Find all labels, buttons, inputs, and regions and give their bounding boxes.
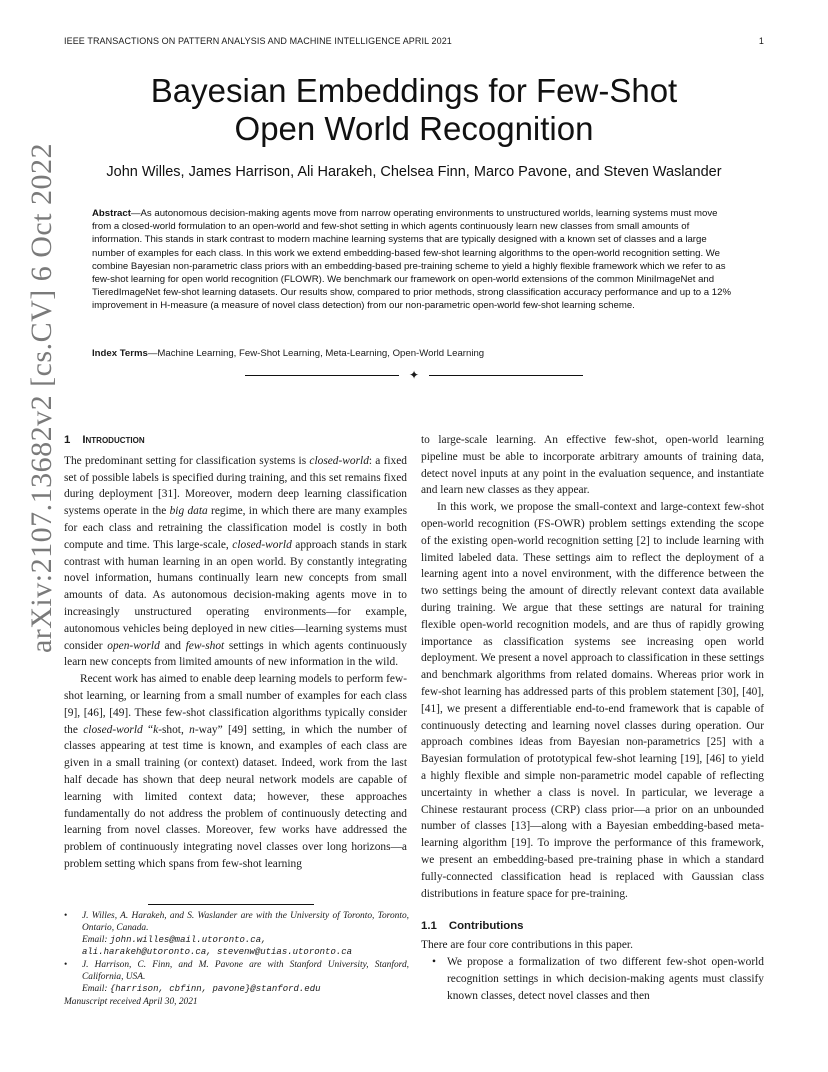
text-run: Recent work has aimed to enable deep learning models to perform few-shot learning, or learning from a small number of examples for each class [9], [46], [49]. These few-shot classification algorithms typically consider the — [64, 673, 407, 736]
contributions-intro: There are four core contributions in this paper. — [421, 939, 633, 952]
journal-name: IEEE TRANSACTIONS ON PATTERN ANALYSIS AND MACHINE INTELLIGENCE APRIL 2021 — [64, 36, 452, 46]
footnote-affiliation-1 — [64, 910, 409, 958]
manuscript-note: Manuscript received April 30, 2021 — [64, 997, 198, 1007]
email-address: ali.harakeh@utoronto.ca, stevenw@utias.utoronto.ca — [82, 947, 353, 957]
intro-paragraph-3: to large-scale learning. An effective few-shot, open-world learning pipeline must be able to incorporate arbitrary amounts of training data, detect novel inputs at any point in the evaluation sequence, and instantiate and learn new classes as they appear. — [421, 434, 764, 497]
email-label: Email: — [82, 984, 110, 994]
bullet-icon: • — [432, 955, 436, 968]
page-number: 1 — [758, 36, 764, 46]
footnote-text: J. Harrison, C. Finn, and M. Pavone are with Stanford University, Stanford, California, USA. — [82, 960, 409, 982]
text-run: settings in which agents continuously learn new concepts from limited amounts of new information in the wild. — [64, 639, 407, 669]
contribution-1: We propose a formalization of two different few-shot open-world recognition settings in which decision-making agents must classify known classes, detect novel classes and then — [447, 955, 764, 1002]
arxiv-stamp: arXiv:2107.13682v2 [cs.CV] 6 Oct 2022 — [25, 142, 58, 654]
paper-title — [0, 72, 828, 148]
emphasis: open-world — [107, 639, 160, 652]
index-terms-label: Index Terms — [92, 348, 148, 359]
subsection-number: 1.1 — [421, 920, 437, 933]
text-run: -way” [49] setting, in which the number of classes appearing at test time is known, and examples of each class are given in a small training (or context) dataset. Indeed, work from the last half decade has shown that deep neural network models are capable of learning with limited context data; however, these approaches fundamentally do not address the problem of continuously detecting and learning from novel classes. Moreover, few works have addressed the problem of continuously integrating novel classes over long horizons—a problem setting which spans from few-shot learning — [64, 723, 408, 870]
email-label: Email: — [82, 935, 110, 945]
list-item — [421, 954, 764, 1004]
text-run: and — [159, 639, 186, 652]
footnote-text: J. Willes, A. Harakeh, and S. Waslander are with the University of Toronto, Toronto, Ontario, Canada. — [82, 911, 409, 933]
math-variable: k — [153, 723, 159, 736]
section-heading — [64, 432, 407, 449]
index-terms — [92, 347, 736, 360]
section-divider — [245, 369, 583, 381]
emphasis: closed-world — [232, 538, 292, 551]
text-run: : a fixed set of possible labels is specified during training, and this set remains fixed during deployment [31]. Moreover, modern deep learning classification systems operate in the — [64, 454, 407, 518]
footnote-rule — [148, 904, 314, 905]
emphasis: closed-world — [83, 723, 143, 736]
divider-diamond-icon: ✦ — [408, 368, 420, 382]
abstract-text: —As autonomous decision-making agents move from narrow operating environments to unstructured worlds, learning systems must move from a closed-world formulation to an open-world and few-shot setting in which agents continuously learn new classes from small amounts of information. This stands in stark contrast to modern machine learning systems that are typically designed with a known set of classes and a large number of examples for each class. In this work we extend embedding-based few-shot learning algorithms to the open-world recognition setting. We combine Bayesian non-parametric class priors with an embedding-based pre-training scheme to yield a highly flexible framework which we refer to as few-shot learning for open world recognition (FLOWR). We benchmark our framework on open-world extensions of the common MiniImageNet and TieredImageNet few-shot learning datasets. Our results show, compared to prior methods, strong classification accuracy performance and up to a 12% improvement in H-measure (a measure of novel class detection) from our non-parametric open-world few-shot learning scheme. — [92, 208, 732, 312]
title-line-1: Bayesian Embeddings for Few-Shot — [150, 72, 678, 109]
footnotes — [64, 910, 409, 996]
text-run: The predominant setting for classification systems is — [64, 454, 310, 467]
section-number: 1 — [64, 434, 71, 446]
left-column — [64, 432, 407, 873]
divider-line-right — [429, 375, 583, 376]
abstract — [92, 207, 736, 313]
bullet-icon: • — [64, 911, 68, 921]
text-run: -shot, — [158, 723, 190, 736]
text-run: approach stands in stark contrast with human learning in an open world. By constantly integrating novel information, humans continually learn new concepts from small amounts of data. As autonomous decision-making agents move in to increasingly unstructured operating environments—for example, autonomous vehicles being deployed in new cities—learning systems must consider — [64, 538, 407, 652]
emphasis: closed-world — [309, 454, 369, 467]
running-header — [64, 36, 764, 46]
math-variable: n — [189, 723, 195, 736]
intro-paragraph-4: In this work, we propose the small-context and large-context few-shot open-world recognition (FS-OWR) problem settings extending the scope of the existing open-world recognition setting [2] to include learning with limited labeled data. These settings aim to reflect the deployment of a learning agent into a novel environment, with the difference between the two settings being the amount of directly relevant context data available during training. We argue that these settings are natural for training flexible open-world recognition models, and are thus of rapidly growing importance as classification systems see increasing open world deployment. We present a novel approach to classification in these settings and benchmark algorithms from related domains. Whereas prior work in few-shot learning has addressed parts of this problem statement [30], [40], [41], we present a differentiable end-to-end framework that is capable of continuously detecting and learning novel classes during operation. Our approach combines ideas from Bayesian non-parametrics [25] with a Bayesian formulation of prototypical few-shot learning [19], [46] to yield a highly flexible and simple non-parametric model capable of reflecting uncertainty in whether a class is novel. In particular, we leverage a Chinese restaurant process (CRP) class prior—a prior on an unbounded number of classes [13]—along with a Bayesian embedding-based meta-learning algorithm [19]. To improve the performance of this framework, we present an embedding-based pre-training phase in which a standard fully-connected classification head is replaced with Gaussian class distributions in feature space for pre-training. — [421, 501, 764, 900]
intro-paragraph-1 — [64, 453, 407, 671]
bullet-icon: • — [64, 960, 68, 970]
subsection-title: Contributions — [448, 920, 524, 933]
title-line-2: Open World Recognition — [234, 110, 594, 147]
emphasis: big data — [169, 505, 208, 518]
intro-paragraph-2 — [64, 671, 407, 873]
footnote-affiliation-2 — [64, 959, 409, 995]
text-run: regime, in which there are many examples for each class and retraining the classification model is costly in both compute and time. This large-scale, — [64, 505, 408, 551]
subsection-heading — [421, 918, 764, 935]
author-list: John Willes, James Harrison, Ali Harakeh, Chelsea Finn, Marco Pavone, and Steven Waslander — [106, 164, 722, 180]
section-title: Introduction — [82, 434, 145, 446]
email-address: {harrison, cbfinn, pavone}@stanford.edu — [109, 984, 321, 994]
emphasis: few-shot — [185, 639, 225, 652]
index-terms-text: —Machine Learning, Few-Shot Learning, Meta-Learning, Open-World Learning — [147, 348, 485, 359]
right-column — [421, 432, 764, 1004]
text-run: “ — [142, 723, 154, 736]
abstract-label: Abstract — [92, 208, 131, 219]
divider-line-left — [245, 375, 399, 376]
email-address: john.willes@mail.utoronto.ca, — [109, 935, 267, 945]
